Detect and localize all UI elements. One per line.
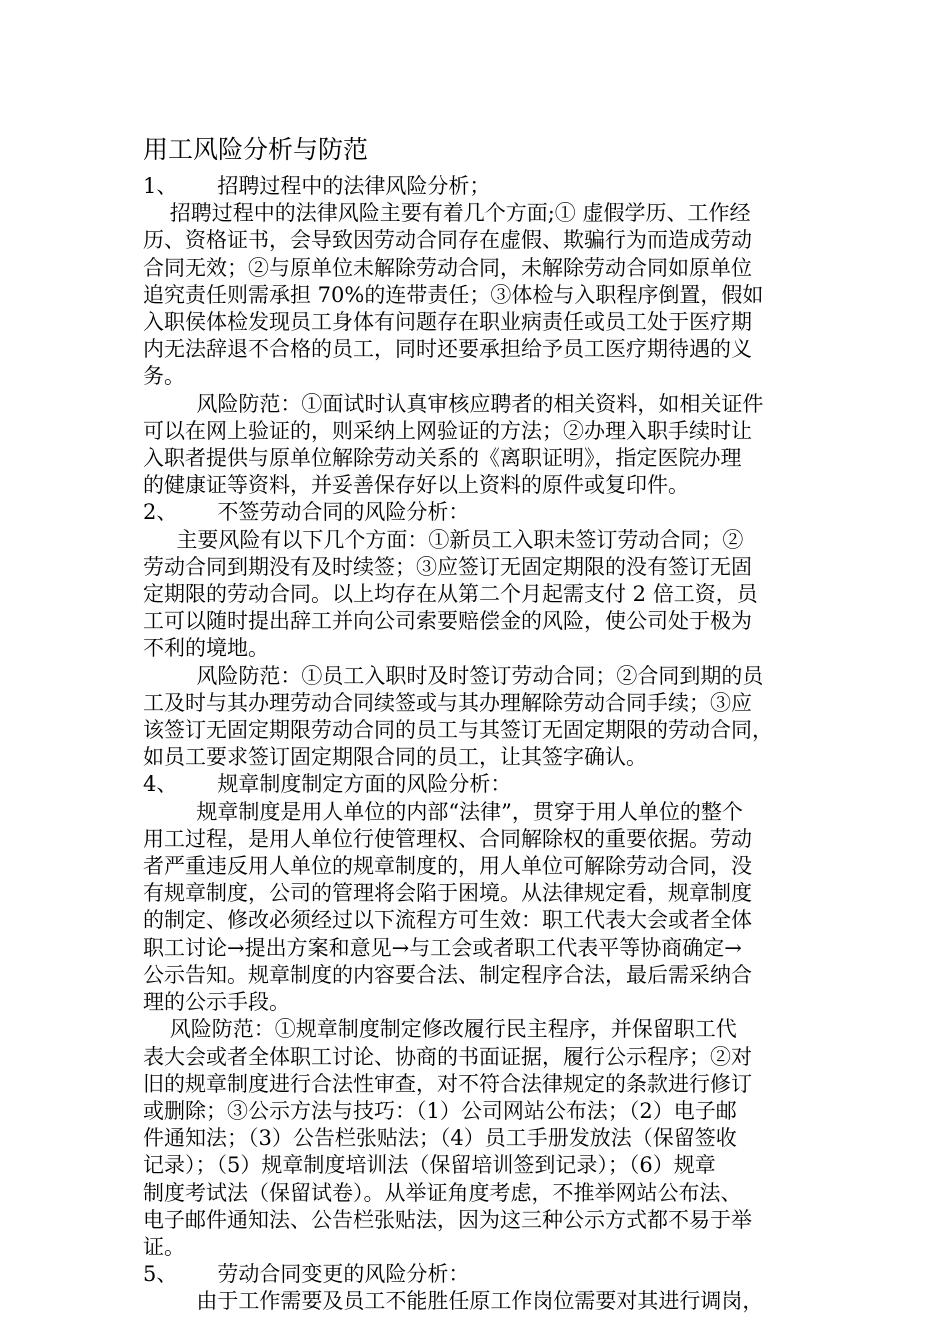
- document-page: [143, 133, 809, 1316]
- document-body: [143, 173, 809, 1316]
- text-line: 可以在网上验证的，则采纳上网验证的方法；②办理入职手续时让: [143, 418, 752, 443]
- text-line: 风险防范：①面试时认真审核应聘者的相关资料，如相关证件: [143, 391, 764, 416]
- text-line: 件通知法；（3）公告栏张贴法；（4）员工手册发放法（保留签收: [143, 1126, 737, 1151]
- text-line: 规章制度是用人单位的内部“法律”，贯穿于用人单位的整个: [143, 799, 743, 824]
- text-line: 不利的境地。: [143, 636, 269, 661]
- text-line: 内无法辞退不合格的员工，同时还要承担给予员工医疗期待遇的义: [143, 337, 752, 362]
- text-line: 者严重违反用人单位的规章制度的，用人单位可解除劳动合同，没: [143, 854, 752, 879]
- text-line: 或删除；③公示方法与技巧：（1）公司网站公布法；（2）电子邮: [143, 1098, 737, 1123]
- text-line: 工及时与其办理劳动合同续签或与其办理解除劳动合同手续；③应: [143, 690, 752, 715]
- text-line: 务。: [143, 364, 185, 389]
- text-line: 定期限的劳动合同。以上均存在从第二个月起需支付 2 倍工资，员: [143, 582, 758, 607]
- text-line: 的制定、修改必须经过以下流程方可生效：职工代表大会或者全体: [143, 908, 752, 933]
- text-line: 有规章制度，公司的管理将会陷于困境。从法律规定看，规章制度: [143, 881, 752, 906]
- text-line: 理的公示手段。: [143, 990, 290, 1015]
- text-line: 历、资格证书，会导致因劳动合同存在虚假、欺骗行为而造成劳动: [143, 228, 752, 253]
- document-title: 用工风险分析与防范: [143, 135, 369, 164]
- text-line: 制度考试法（保留试卷）。从举证角度考虑，不推举网站公布法、: [143, 1180, 742, 1205]
- text-line: 5、 劳动合同变更的风险分析：: [143, 1262, 470, 1287]
- text-line: 如员工要求签订固定期限合同的员工，让其签字确认。: [143, 745, 647, 770]
- text-line: 旧的规章制度进行合法性审查，对不符合法律规定的条款进行修订: [143, 1071, 752, 1096]
- text-line: 该签订无固定期限劳动合同的员工与其签订无固定期限的劳动合同，: [143, 718, 773, 743]
- text-line: 风险防范：①规章制度制定修改履行民主程序，并保留职工代: [143, 1017, 737, 1042]
- text-line: 公示告知。规章制度的内容要合法、制定程序合法，最后需采纳合: [143, 962, 752, 987]
- text-line: 工可以随时提出辞工并向公司索要赔偿金的风险，使公司处于极为: [143, 609, 752, 634]
- text-line: 记录）；（5）规章制度培训法（保留培训签到记录）；（6）规章: [143, 1153, 716, 1178]
- text-line: 风险防范：①员工入职时及时签订劳动合同；②合同到期的员: [143, 663, 764, 688]
- text-line: 用工过程，是用人单位行使管理权、合同解除权的重要依据。劳动: [143, 826, 752, 851]
- text-line: 电子邮件通知法、公告栏张贴法，因为这三种公示方式都不易于举: [143, 1207, 752, 1232]
- text-line: 主要风险有以下几个方面：①新员工入职未签订劳动合同；②: [143, 527, 744, 552]
- text-line: 入职者提供与原单位解除劳动关系的《离职证明》，指定医院办理: [143, 446, 742, 471]
- text-line: 追究责任则需承担 70%的连带责任；③体检与入职程序倒置，假如: [143, 282, 764, 307]
- text-line: 由于工作需要及员工不能胜任原工作岗位需要对其进行调岗，: [143, 1289, 764, 1314]
- text-line: 1、 招聘过程中的法律风险分析；: [143, 174, 491, 198]
- text-line: 招聘过程中的法律风险主要有着几个方面;① 虚假学历、工作经: [143, 201, 751, 226]
- text-line: 劳动合同到期没有及时续签；③应签订无固定期限的没有签订无固: [143, 554, 752, 579]
- text-line: 合同无效；②与原单位未解除劳动合同，未解除劳动合同如原单位: [143, 255, 752, 280]
- text-line: 2、 不签劳动合同的风险分析：: [143, 500, 470, 525]
- text-line: 4、 规章制度制定方面的风险分析：: [143, 772, 512, 797]
- text-line: 表大会或者全体职工讨论、协商的书面证据，履行公示程序；②对: [143, 1044, 752, 1069]
- text-line: 的健康证等资料，并妥善保存好以上资料的原件或复印件。: [143, 473, 689, 498]
- text-line: 入职侯体检发现员工身体有问题存在职业病责任或员工处于医疗期: [143, 310, 752, 335]
- text-line: 证。: [143, 1234, 185, 1259]
- text-line: 职工讨论→提出方案和意见→与工会或者职工代表平等协商确定→: [143, 935, 742, 960]
